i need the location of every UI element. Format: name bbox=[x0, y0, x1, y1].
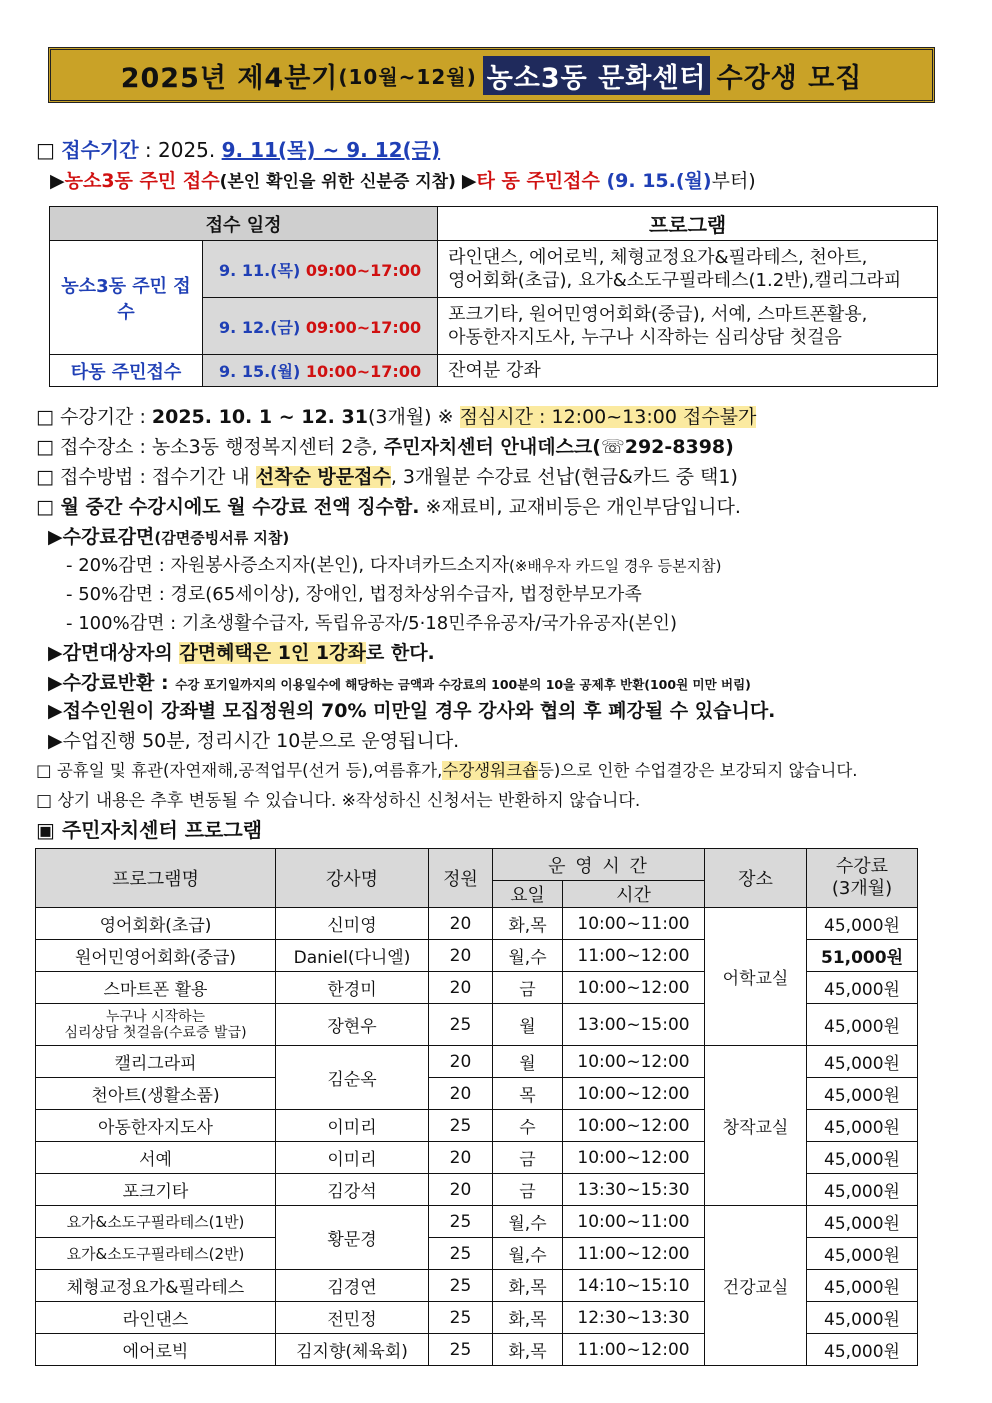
cell-capacity: 25 bbox=[429, 1110, 493, 1142]
text: □ 접수방법 : 접수기간 내 bbox=[36, 466, 256, 488]
page-title bbox=[48, 47, 935, 103]
text: □ 접수장소 : 농소3동 행정복지센터 2층, bbox=[36, 436, 384, 458]
text: 2025. 10. 1 ~ 12. 31 bbox=[151, 406, 368, 428]
cell-time: 10:00~12:00 bbox=[563, 1046, 705, 1078]
cell-fee: 45,000원 bbox=[807, 1174, 918, 1206]
header-schedule: 운 영 시 간 bbox=[493, 849, 705, 881]
cell-fee: 45,000원 bbox=[807, 1110, 918, 1142]
group-residents: 농소3동 주민 접수 bbox=[50, 241, 203, 355]
date-text: 9. 15.(월) bbox=[219, 362, 306, 381]
time-text: 09:00~17:00 bbox=[305, 317, 422, 337]
cell-capacity: 20 bbox=[429, 908, 493, 940]
date-cell bbox=[203, 241, 438, 298]
title-center: 농소3동 문화센터 bbox=[483, 56, 711, 95]
cell-capacity: 25 bbox=[429, 1302, 493, 1334]
cell-fee: 45,000원 bbox=[807, 1078, 918, 1110]
cell-teacher: 전민정 bbox=[276, 1302, 429, 1334]
program-header: 프로그램 bbox=[438, 207, 938, 241]
cell-time: 10:00~11:00 bbox=[563, 908, 705, 940]
reception-period bbox=[36, 134, 440, 163]
cell-time: 13:00~15:00 bbox=[563, 1004, 705, 1046]
title-period: (10월~12월) bbox=[338, 64, 477, 89]
cell-fee: 45,000원 bbox=[807, 1142, 918, 1174]
cell-day: 월,수 bbox=[493, 940, 563, 972]
cell-capacity: 20 bbox=[429, 940, 493, 972]
cell-teacher: 김순옥 bbox=[276, 1046, 429, 1110]
cell-day: 월 bbox=[493, 1046, 563, 1078]
text: - 20%감면 : 자원봉사증소지자(본인), 다자녀카드소지자 bbox=[66, 555, 509, 576]
program-cell bbox=[438, 298, 938, 355]
time-text: 10:00~17:00 bbox=[305, 362, 422, 381]
cell-day: 월,수 bbox=[493, 1206, 563, 1238]
reception-label: 접수기간 bbox=[61, 138, 139, 162]
cell-day: 화,목 bbox=[493, 1302, 563, 1334]
midmonth-note bbox=[36, 492, 741, 519]
text: 등)으로 인한 수업결강은 보강되지 않습니다. bbox=[537, 761, 858, 780]
text: 수강생워크숍 bbox=[442, 761, 538, 780]
cell-day: 월 bbox=[493, 1004, 563, 1046]
date-text: 9. 11.(목) bbox=[219, 260, 306, 280]
discount-title bbox=[48, 522, 289, 549]
header-name: 프로그램명 bbox=[36, 849, 276, 908]
program-line: 아동한자지도사, 누구나 시작하는 심리상담 첫걸음 bbox=[448, 327, 842, 348]
cell-teacher: 이미리 bbox=[276, 1142, 429, 1174]
cell-capacity: 25 bbox=[429, 1004, 493, 1046]
runtime-note: ▶수업진행 50분, 정리시간 10분으로 운영됩니다. bbox=[48, 730, 460, 752]
header-day: 요일 bbox=[493, 881, 563, 908]
arrow-icon: ▶ bbox=[50, 170, 65, 192]
cell-name: 에어로빅 bbox=[36, 1334, 276, 1366]
program-line: 포크기타, 원어민영어회화(중급), 서예, 스마트폰활용, bbox=[448, 304, 868, 325]
cell-capacity: 25 bbox=[429, 1334, 493, 1366]
text: 수강 포기일까지의 이용일수에 해당하는 금액과 수강료의 100분의 10을 공제후 반환(100원 미만 버림) bbox=[175, 677, 751, 692]
cell-capacity: 25 bbox=[429, 1206, 493, 1238]
cell-name: 천아트(생활소품) bbox=[36, 1078, 276, 1110]
program-line: 라인댄스, 에어로빅, 체형교정요가&필라테스, 천아트, bbox=[448, 247, 868, 268]
header-place: 장소 bbox=[705, 849, 807, 908]
cell-day: 화,목 bbox=[493, 1270, 563, 1302]
cell-fee: 45,000원 bbox=[807, 1270, 918, 1302]
name-line: 누구나 시작하는 bbox=[105, 1008, 206, 1025]
cell-teacher: 신미영 bbox=[276, 908, 429, 940]
discount-20 bbox=[66, 551, 721, 577]
reception-colon: : 2025. bbox=[138, 138, 222, 162]
cell-name: 포크기타 bbox=[36, 1174, 276, 1206]
cell-teacher: 황문경 bbox=[276, 1206, 429, 1270]
cell-time: 10:00~12:00 bbox=[563, 1078, 705, 1110]
cell-time: 11:00~12:00 bbox=[563, 1238, 705, 1270]
cell-time: 10:00~12:00 bbox=[563, 972, 705, 1004]
course-period bbox=[36, 402, 756, 429]
header-fee bbox=[807, 849, 918, 908]
text: ▶수강료감면 bbox=[48, 526, 155, 548]
group-others: 타동 주민접수 bbox=[50, 355, 203, 387]
reception-method bbox=[36, 462, 738, 489]
cell-time: 10:00~12:00 bbox=[563, 1110, 705, 1142]
text: 감면혜택은 1인 1강좌 bbox=[179, 642, 366, 664]
time-text: 09:00~17:00 bbox=[305, 260, 422, 280]
cell-fee: 51,000원 bbox=[807, 940, 918, 972]
program-cell bbox=[438, 241, 938, 298]
cell-fee: 45,000원 bbox=[807, 1206, 918, 1238]
table-row bbox=[36, 1206, 918, 1238]
cell-name bbox=[36, 1004, 276, 1046]
cell-teacher: 한경미 bbox=[276, 972, 429, 1004]
cell-teacher: 이미리 bbox=[276, 1110, 429, 1142]
text: , 3개월분 수강료 선납(현금&카드 중 택1) bbox=[390, 466, 738, 488]
discount-limit bbox=[48, 638, 435, 665]
cell-fee: 45,000원 bbox=[807, 908, 918, 940]
cell-teacher: 김경연 bbox=[276, 1270, 429, 1302]
cell-time: 11:00~12:00 bbox=[563, 940, 705, 972]
cell-time: 11:00~12:00 bbox=[563, 1334, 705, 1366]
residents-label: 농소3동 주민 접수 bbox=[64, 170, 220, 192]
header-time: 시간 bbox=[563, 881, 705, 908]
cell-day: 화,목 bbox=[493, 1334, 563, 1366]
arrow-icon: ▶ bbox=[455, 170, 477, 192]
cell-capacity: 20 bbox=[429, 1046, 493, 1078]
cell-name: 요가&소도구필라테스(2반) bbox=[36, 1238, 276, 1270]
lunch-note: 점심시간 : 12:00~13:00 접수불가 bbox=[459, 406, 757, 428]
title-year-quarter: 2025년 제4분기 bbox=[120, 62, 339, 94]
cell-day: 금 bbox=[493, 1174, 563, 1206]
fee-sub: (3개월) bbox=[831, 878, 893, 899]
cell-fee: 45,000원 bbox=[807, 1302, 918, 1334]
cell-capacity: 20 bbox=[429, 1174, 493, 1206]
text: □ 수강기간 : bbox=[36, 406, 152, 428]
others-from: 부터) bbox=[711, 170, 756, 192]
cell-fee: 45,000원 bbox=[807, 1334, 918, 1366]
cell-time: 12:30~13:30 bbox=[563, 1302, 705, 1334]
text: ▶감면대상자의 bbox=[48, 642, 180, 664]
cell-teacher: 김강석 bbox=[276, 1174, 429, 1206]
header-teacher: 강사명 bbox=[276, 849, 429, 908]
program-line: 영어회화(초급), 요가&소도구필라테스(1.2반),캘리그라피 bbox=[448, 270, 902, 291]
cell-capacity: 20 bbox=[429, 1078, 493, 1110]
cell-teacher: 장현우 bbox=[276, 1004, 429, 1046]
cell-name: 원어민영어회화(중급) bbox=[36, 940, 276, 972]
id-note: (본인 확인을 위한 신분증 지참) bbox=[219, 172, 456, 192]
text: 로 한다. bbox=[365, 642, 435, 664]
cell-time: 10:00~11:00 bbox=[563, 1206, 705, 1238]
cell-place: 건강교실 bbox=[705, 1206, 807, 1366]
cell-place: 어학교실 bbox=[705, 908, 807, 1046]
cell-capacity: 20 bbox=[429, 1142, 493, 1174]
cell-time: 13:30~15:30 bbox=[563, 1174, 705, 1206]
title-recruit: 수강생 모집 bbox=[716, 62, 863, 94]
text: □ 월 중간 수강시에도 월 수강료 전액 징수함. bbox=[36, 496, 420, 518]
cell-fee: 45,000원 bbox=[807, 1046, 918, 1078]
cell-name: 스마트폰 활용 bbox=[36, 972, 276, 1004]
others-date: (9. 15.(월) bbox=[599, 170, 712, 192]
cell-name: 라인댄스 bbox=[36, 1302, 276, 1334]
date-text: 9. 12.(금) bbox=[219, 317, 306, 337]
text: (감면증빙서류 지참) bbox=[154, 529, 290, 547]
cancel-note: ▶접수인원이 강좌별 모집정원의 70% 미만일 경우 강사와 협의 후 폐강될 수 있습니다. bbox=[48, 700, 776, 722]
cell-teacher: 김지향(체육회) bbox=[276, 1334, 429, 1366]
text: ▶수강료반환 : bbox=[48, 672, 176, 694]
text: 주민자치센터 안내데스크(☏292-8398) bbox=[383, 436, 734, 458]
text: (3개월) ※ bbox=[367, 406, 460, 428]
schedule-table bbox=[49, 206, 938, 387]
cell-capacity: 25 bbox=[429, 1238, 493, 1270]
cell-time: 14:10~15:10 bbox=[563, 1270, 705, 1302]
cell-fee: 45,000원 bbox=[807, 1004, 918, 1046]
change-note: □ 상기 내용은 추후 변동될 수 있습니다. ※작성하신 신청서는 반환하지 않습니다. bbox=[36, 791, 641, 811]
discount-100: - 100%감면 : 기초생활수급자, 독립유공자/5·18민주유공자/국가유공자(본인) bbox=[66, 613, 677, 634]
cell-day: 월,수 bbox=[493, 1238, 563, 1270]
cell-fee: 45,000원 bbox=[807, 1238, 918, 1270]
holiday-note bbox=[36, 757, 858, 781]
cell-capacity: 20 bbox=[429, 972, 493, 1004]
cell-day: 금 bbox=[493, 972, 563, 1004]
cell-day: 화,목 bbox=[493, 908, 563, 940]
date-cell bbox=[203, 298, 438, 355]
program-cell: 잔여분 강좌 bbox=[438, 355, 938, 387]
cell-name: 영어회화(초급) bbox=[36, 908, 276, 940]
refund-note bbox=[48, 668, 751, 695]
text: (※배우자 카드일 경우 등본지참) bbox=[508, 557, 722, 575]
checkbox-glyph: □ bbox=[36, 138, 55, 162]
cell-fee: 45,000원 bbox=[807, 972, 918, 1004]
text: 선착순 방문접수 bbox=[255, 466, 391, 488]
program-table bbox=[35, 848, 918, 1366]
cell-day: 목 bbox=[493, 1078, 563, 1110]
reception-dates: 9. 11(목) ~ 9. 12(금) bbox=[221, 138, 441, 162]
cell-name: 캘리그라피 bbox=[36, 1046, 276, 1078]
cell-name: 서예 bbox=[36, 1142, 276, 1174]
table-row bbox=[36, 1046, 918, 1078]
text: □ 공휴일 및 휴관(자연재해,공적업무(선거 등),여름휴가, bbox=[36, 761, 443, 780]
reception-place bbox=[36, 432, 734, 459]
cell-day: 수 bbox=[493, 1110, 563, 1142]
cell-teacher: Daniel(다니엘) bbox=[276, 940, 429, 972]
table-row bbox=[36, 908, 918, 940]
cell-name: 체형교정요가&필라테스 bbox=[36, 1270, 276, 1302]
schedule-header: 접수 일정 bbox=[50, 207, 438, 241]
cell-name: 요가&소도구필라테스(1반) bbox=[36, 1206, 276, 1238]
cell-day: 금 bbox=[493, 1142, 563, 1174]
header-capacity: 정원 bbox=[429, 849, 493, 908]
cell-time: 10:00~12:00 bbox=[563, 1142, 705, 1174]
others-label: 타 동 주민접수 bbox=[476, 170, 600, 192]
discount-50: - 50%감면 : 경로(65세이상), 장애인, 법정차상위수급자, 법정한부모가족 bbox=[66, 584, 642, 605]
fee-label: 수강료 bbox=[835, 856, 889, 877]
cell-name: 아동한자지도사 bbox=[36, 1110, 276, 1142]
cell-capacity: 25 bbox=[429, 1270, 493, 1302]
date-cell bbox=[203, 355, 438, 387]
name-line: 심리상담 첫걸음(수료증 발급) bbox=[64, 1024, 247, 1041]
text: ※재료비, 교재비등은 개인부담입니다. bbox=[419, 496, 741, 518]
reception-notes bbox=[50, 166, 756, 193]
cell-place: 창작교실 bbox=[705, 1046, 807, 1206]
section-title: ▣ 주민자치센터 프로그램 bbox=[36, 818, 263, 842]
